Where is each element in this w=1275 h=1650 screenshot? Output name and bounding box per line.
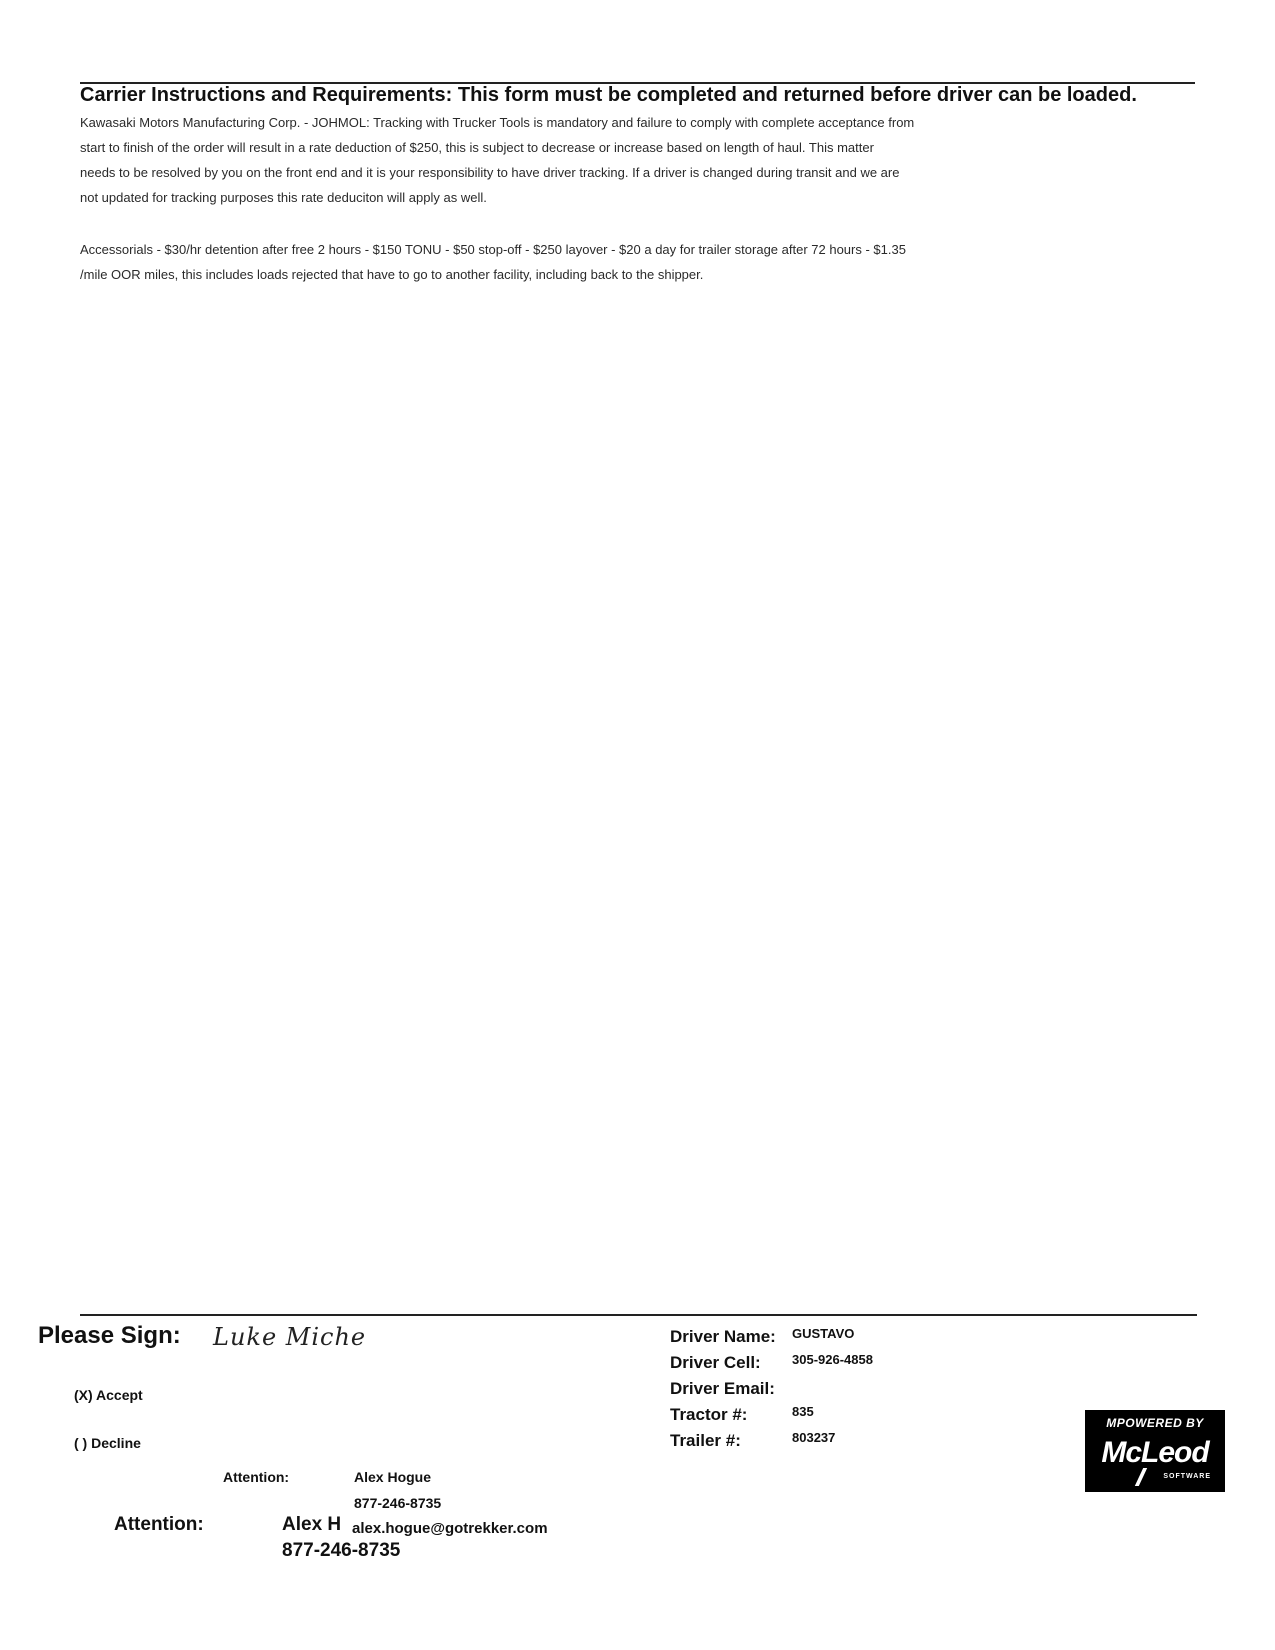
driver-email-label: Driver Email: <box>670 1379 775 1398</box>
driver-name-label: Driver Name: <box>670 1327 776 1346</box>
attention-phone-large: 877-246-8735 <box>282 1540 401 1561</box>
accept-option[interactable]: (X) Accept <box>74 1387 143 1403</box>
attention-name-small: Alex Hogue <box>354 1469 432 1485</box>
signature-rule <box>80 1314 1197 1316</box>
instructions-paragraph-2 <box>80 237 906 287</box>
signature-field[interactable]: Luke Miche <box>213 1323 367 1351</box>
attention-phone-small: 877-246-8735 <box>354 1495 442 1511</box>
paragraph-1-line: not updated for tracking purposes this rate deduciton will apply as well. <box>80 190 487 205</box>
instructions-heading: Carrier Instructions and Requirements: This form must be completed and returned before driver can be loaded. <box>80 84 1137 106</box>
trailer-label: Trailer #: <box>670 1431 741 1450</box>
paragraph-1-line: start to finish of the order will result in a rate deduction of $250, this is subject to decrease or increase based on length of haul. This matter <box>80 140 874 155</box>
decline-option[interactable]: ( ) Decline <box>74 1435 141 1451</box>
attention-label-large: Attention: <box>114 1514 204 1535</box>
mcleod-logo <box>1085 1410 1225 1492</box>
trailer-value: 803237 <box>792 1430 836 1445</box>
tractor-value: 835 <box>792 1404 814 1419</box>
tractor-label: Tractor #: <box>670 1405 748 1424</box>
paragraph-2-line: /mile OOR miles, this includes loads rejected that have to go to another facility, including back to the shipper. <box>80 267 704 282</box>
paragraph-1-line: Kawasaki Motors Manufacturing Corp. - JOHMOL: Tracking with Trucker Tools is mandatory and failure to comply with complete acceptance from <box>80 115 915 130</box>
logo-software: SOFTWARE <box>1163 1473 1211 1480</box>
attention-name-large: Alex H <box>282 1514 342 1535</box>
driver-cell-value: 305-926-4858 <box>792 1352 873 1367</box>
logo-slash-icon <box>1135 1468 1147 1486</box>
please-sign-label: Please Sign: <box>38 1322 181 1349</box>
paragraph-1-line: needs to be resolved by you on the front end and it is your responsibility to have driver tracking. If a driver is changed during transit and we are <box>80 165 900 180</box>
driver-cell-label: Driver Cell: <box>670 1353 761 1372</box>
driver-name-value: GUSTAVO <box>792 1326 855 1341</box>
logo-brand: McLeod <box>1101 1436 1209 1469</box>
attention-email: alex.hogue@gotrekker.com <box>352 1520 548 1537</box>
logo-powered-by: MPOWERED BY <box>1106 1416 1204 1430</box>
paragraph-2-line: Accessorials - $30/hr detention after free 2 hours - $150 TONU - $50 stop-off - $250 layover - $20 a day for trailer storage after 72 hours - $1.35 <box>80 242 906 257</box>
attention-label-small: Attention: <box>223 1469 290 1485</box>
instructions-paragraph-1 <box>80 110 914 210</box>
